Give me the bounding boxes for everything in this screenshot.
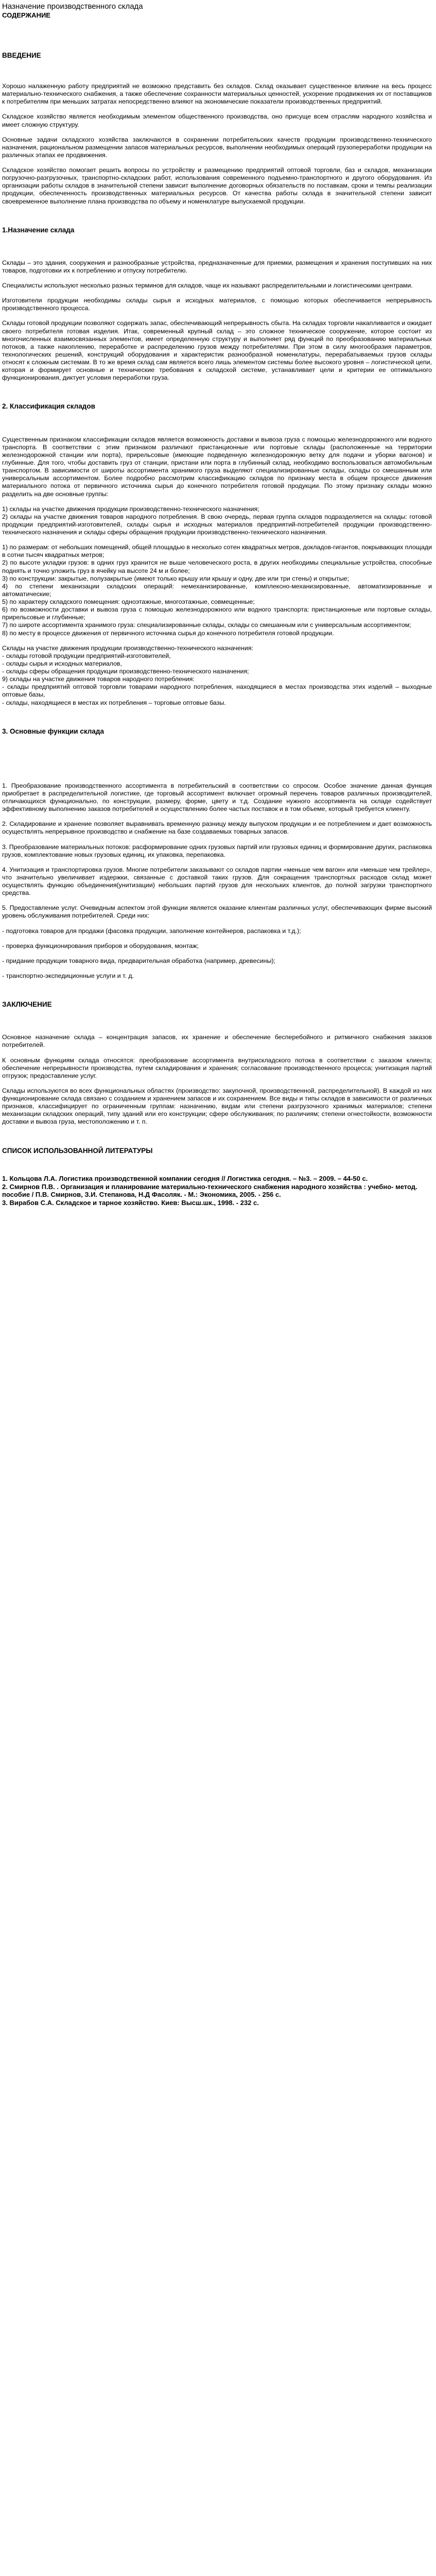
list-item: - подготовка товаров для продажи (фасовка продукции, заполнение контейнеров, распаковка и т.д.);	[2, 927, 301, 935]
list-item: - склады сырья и исходных материалов,	[2, 659, 122, 667]
section-classification	[2, 402, 432, 706]
list-item: - транспортно-экспедиционные услуги и т. д.	[2, 972, 134, 979]
list-item: 3) по конструкции: закрытые, полузакрытые (имеют только крышу или крышу и одну, две или три стены) и открытые;	[2, 574, 349, 582]
intro-paragraph: Основные задачи складского хозяйства заключаются в сохранении потребительских качеств продукции производственно-технического назначения, рациональном размещении запасов материальных ресурсов, выполнении необходимых операций грузопереработки продукции на различных этапах ее продвижения.	[2, 135, 432, 159]
list-item: 5) по характеру складского помещения: одноэтажные, многоэтажные, совмещенные;	[2, 598, 255, 606]
conclusion-paragraph: К основным функциям склада относятся: преобразование ассортимента внутрискладского потока в соответствии с заказом клиента; обеспечение непрерывности производства, путем складирования и хранения; согласование производственного процесса; унитизация партий отгрузок; предоставление услуг.	[2, 1056, 432, 1079]
list-item: - склады, находящиеся в местах их потребления – торговые оптовые базы.	[2, 699, 226, 706]
warehouse-types-list	[2, 645, 432, 707]
intro-section	[2, 52, 432, 206]
contents-heading: СОДЕРЖАНИЕ	[2, 11, 50, 19]
list-item: 7) по широте ассортимента хранимого груза: специализированные склады, склады со смешанным или с универсальным ассортиментом;	[2, 621, 411, 629]
list-item: 4) по степени механизации складских операций: немеханизированные, комплексно-механизированные, автоматизированные и автоматические;	[2, 582, 432, 598]
intro-heading: ВВЕДЕНИЕ	[2, 51, 41, 59]
list-item: - склады предприятий оптовой торговли товарами народного потребления, находящиеся в местах производства этих изделий – выходные оптовые базы,	[2, 683, 432, 699]
references-section	[2, 1147, 432, 1208]
list-item: 8) по месту в процессе движения от первичного источника сырья до конечного потребителя готовой продукции.	[2, 629, 334, 637]
intro-paragraph: Складское хозяйство помогает решить вопросы по устройству и размещению предприятий оптовой торговли, баз и складов, механизации погрузочно-разгрузочных, транспортно-складских работ, использования современного подъемно-транспортного и другого оборудования. Из организации работы складов в значительной степени зависит выполнение договорных обязательств по поставкам, сроки и темпы реализации продукции, обеспеченность производственных материальных ресурсов. От качества работы склада в значительной степени зависит своевременное выполнение плана производства по объему и номенклатуре выпускаемой продукции.	[2, 166, 432, 205]
section-functions-paragraph: 1. Преобразование производственного ассортимента в потребительский в соответствии со спросом. Особое значение данная функция приобретает в распределительной логистике, где торговый ассортимент включает огромный перечень товаров различных производителей, отличающихся функционально, по конструкции, размеру, форме, цвету и т.д. Создание нужного ассортимента на складе содействует эффективному выполнению заказов потребителей и осуществлению более частых поставок и в том объеме, который требуется клиенту.	[2, 782, 432, 813]
section-classification-heading: 2. Классификация складов	[2, 402, 95, 411]
document-title: Назначение производственного склада	[2, 2, 143, 11]
classification-criteria-list	[2, 544, 432, 637]
section-functions	[2, 727, 432, 980]
intro-paragraph: Хорошо налаженную работу предприятий не возможно представить без складов. Склад оказывает существенное влияние на весь процесс материально-технического снабжения, а также обеспечение сохранности материальных ценностей, ускорение продвижения их от поставщиков к потребителям при меньших затратах непосредственно влияют на экономические показатели производственных предприятий.	[2, 82, 432, 106]
conclusion-paragraph: Основное назначение склада – концентрация запасов, их хранение и обеспечение бесперебойного и ритмичного снабжения заказов потребителей.	[2, 1033, 432, 1049]
list-item: Склады на участке движения продукции производственно-технического назначения:	[2, 644, 253, 652]
list-item: - проверка функционирования приборов и оборудования, монтаж;	[2, 942, 199, 950]
section-functions-paragraph: 5. Предоставление услуг. Очевидным аспектом этой функции является оказание клиентам различных услуг, обеспечивающих фирме высокий уровень обслуживания потребителей. Среди них:	[2, 904, 432, 920]
reference-item: 1. Кольцова Л.А. Логистика производственной компании сегодня // Логистика сегодня. – №3. – 2009. – 44-50 с.	[2, 1174, 368, 1182]
section-functions-paragraph: 2. Складирование и хранение позволяет выравнивать временную разницу между выпуском продукции и ее потреблением и дает возможность осуществлять непрерывное производство и снабжение на базе создаваемых товарных запасов.	[2, 820, 432, 836]
list-item: 6) по возможности доставки и вывоза груза с помощью железнодорожного или водного транспорта: пристанционные или портовые склады, прирельсовые и глубинные;	[2, 606, 432, 621]
section-purpose-paragraph: Специалисты используют несколько разных терминов для складов, чаще их называют распределительными и логистическими центрами.	[2, 282, 413, 290]
warehouse-groups-list	[2, 505, 432, 537]
list-item: 2) по высоте укладки грузов: в одних груз хранится не выше человеческого роста, в других необходимы специальные устройства, способные поднять и точно уложить груз в ячейку на высоте 24 м и более;	[2, 559, 432, 574]
conclusion-heading: ЗАКЛЮЧЕНИЕ	[2, 1001, 52, 1009]
section-purpose-paragraph: Изготовители продукции необходимы склады сырья и исходных материалов, с помощью которых обеспечивается непрерывность производственного процесса.	[2, 297, 432, 312]
section-functions-heading: 3. Основные функции склада	[2, 727, 104, 735]
conclusion-section	[2, 1001, 432, 1126]
conclusion-paragraph: Склады используются во всех функциональных областях (производство: закупочной, производственной, распределительной). В каждой из них функционирование склада связано с созданием и хранением запасов и их сохранением. Все виды и типы складов в зависимости от различных признаков, классифицирует по ограниченным группам: назначению, видам или степени разгрузочного хранимых материалов; степени механизации складских операций, типу зданий или его конструкции; сфере обслуживания; по различиям; степени огнестойкости, возможности доставки и вывоза груза, местоположению и т. п.	[2, 1087, 432, 1126]
section-purpose-paragraph: Склады готовой продукции позволяют содержать запас, обеспечивающий непрерывность сбыта. На складах торговли накапливается и ожидает своего потребителя готовая изделия. Итак, современный крупный склад – это сложное техническое сооружение, которое состоит из многочисленных взаимосвязанных элементов, имеет определенную структуру и выполняет ряд функций по преобразованию материальных потоков, а также накоплению, переработке и распределению грузов между потребителями. При этом в силу многообразия параметров, технологических решений, конструкций оборудования и характеристик разнообразной номенклатуры, перерабатываемых грузов склады относят к сложным системам. В то же время склад сам является всего лишь элементом системы более высокого уровня – логистической цепи, которая и формирует основные и технические требования к складской системе, устанавливает цели и критерии ее оптимального функционирования, диктует условия переработки груза.	[2, 319, 432, 382]
section-purpose-paragraph: Склады – это здания, сооружения и разнообразные устройства, предназначенные для приемки, размещения и хранения поступивших на них товаров, подготовки их к потреблению и отпуску потребителю.	[2, 259, 432, 274]
list-item: - придание продукции товарного вида, предварительная обработка (например, древесины);	[2, 957, 275, 964]
reference-item: 3. Вирабов С.А. Складское и тарное хозяйство. Киев: Высш.шк., 1998. - 232 с.	[2, 1199, 259, 1207]
section-classification-paragraph: Существенным признаком классификации складов является возможность доставки и вывоза груза с помощью железнодорожного или водного транспорта. В соответствии с этим признаком различают пристанционные или портовые склады (расположенные на территории железнодорожной станции или порта), прирельсовые (имеющие подведенную железнодорожную ветку для подачи и уборки вагонов) и глубинные. Для того, чтобы доставить груз от станции, пристани или порта в глубинный склад, необходимо воспользоваться автомобильным транспортом. В зависимости от широты ассортимента хранимого груза выделяют специализированные склады, склады со смешанным или универсальным ассортиментом. Более подробно рассмотрим классификацию складов по признаку места в общем процессе движения материального потока от первичного источника сырья до конечного потребителя готовой продукции. По этому признаку склады можно разделить на две основные группы:	[2, 435, 432, 498]
section-purpose-heading: 1.Назначение склада	[2, 226, 75, 234]
list-item: 2) склады на участке движения товаров народного потребления. В свою очередь, первая группа складов подразделяется на склады: готовой продукции предприятий-изготовителей, склады сырья и исходных материалов предприятий-потребителей продукции производственно-технического назначения и склады сферы обращения продукции производственно-технического назначения.	[2, 513, 432, 536]
list-item: 1) по размерам: от небольших помещений, общей площадью в несколько сотен квадратных метров, докладов-гигантов, покрывающих площади в сотни тысяч квадратных метров;	[2, 544, 432, 559]
document-page	[0, 0, 436, 1238]
list-item: 9) склады на участке движения товаров народного потребления:	[2, 675, 195, 683]
section-functions-paragraph: 4. Унитизация и транспортировка грузов. Многие потребители заказывают со складов партии «меньше чем вагон» или «меньше чем трейлер», что значительно увеличивает издержки, связанные с доставкой таких грузов. Для сокращения транспортных расходов склад может осуществлять функцию объединения(унитизации) небольших партий грузов для нескольких клиентов, до полной загрузки транспортного средства.	[2, 866, 432, 897]
list-item: - склады сферы обращения продукции производственно-технического назначения;	[2, 668, 249, 675]
reference-item: 2. Смирнов П.В. . Организация и планирование материально-технического снабжения народного хозяйства : учебно- метод. пособие / П.В. Смирнов, З.И. Степанова, Н.Д Фасоляк. - М.: Экономика, 2005. - 256 с.	[2, 1182, 417, 1199]
section-functions-paragraph: 3. Преобразование материальных потоков: расформирование одних грузовых партий или грузовых единиц и формирование других, распаковка грузов, комплектование новых грузовых единиц, их упаковка, перепаковка.	[2, 843, 432, 858]
section-purpose	[2, 226, 432, 382]
list-item: 1) склады на участке движения продукции производственно-технического назначения;	[2, 505, 259, 513]
list-item: - склады готовой продукции предприятий-изготовителей,	[2, 652, 171, 659]
references-heading: СПИСОК ИСПОЛЬЗОВАННОЙ ЛИТЕРАТУРЫ	[2, 1146, 153, 1155]
intro-paragraph: Складское хозяйство является необходимым элементом общественного производства, оно присуще всем отраслям народного хозяйства и имеет сложную структуру.	[2, 113, 432, 128]
